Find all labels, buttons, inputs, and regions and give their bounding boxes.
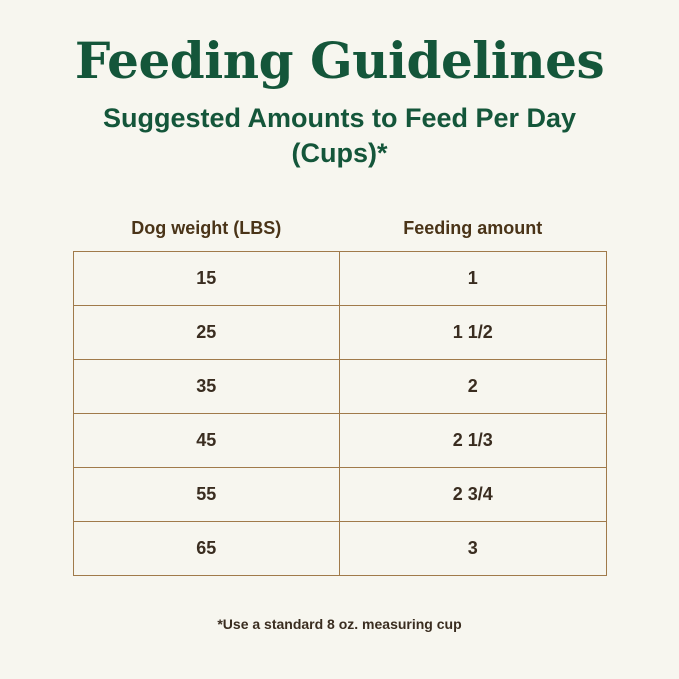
column-header-feeding-amount: Feeding amount bbox=[403, 218, 543, 239]
footnote: *Use a standard 8 oz. measuring cup bbox=[217, 616, 462, 633]
feeding-table-wrapper bbox=[73, 218, 607, 576]
cell-dog-weight: 45 bbox=[73, 414, 340, 468]
page-subtitle: Suggested Amounts to Feed Per Day (Cups)* bbox=[102, 103, 577, 168]
cell-feeding-amount: 1 bbox=[340, 252, 607, 306]
table-row bbox=[73, 360, 606, 414]
table-row bbox=[73, 252, 606, 306]
table-row bbox=[73, 414, 606, 468]
cell-dog-weight: 55 bbox=[73, 468, 340, 522]
table-row bbox=[73, 468, 606, 522]
table-row bbox=[73, 306, 606, 360]
table-header-row bbox=[73, 218, 606, 252]
feeding-table bbox=[73, 218, 607, 576]
column-header-dog-weight: Dog weight (LBS) bbox=[131, 218, 282, 239]
table-row bbox=[73, 522, 606, 576]
cell-feeding-amount: 2 1/3 bbox=[340, 414, 607, 468]
table-head bbox=[73, 218, 606, 252]
cell-feeding-amount: 2 3/4 bbox=[340, 468, 607, 522]
table-body bbox=[73, 252, 606, 576]
cell-feeding-amount: 3 bbox=[340, 522, 607, 576]
cell-feeding-amount: 2 bbox=[340, 360, 607, 414]
cell-dog-weight: 15 bbox=[73, 252, 340, 306]
cell-dog-weight: 25 bbox=[73, 306, 340, 360]
page-title: Feeding Guidelines bbox=[74, 31, 605, 90]
cell-dog-weight: 35 bbox=[73, 360, 340, 414]
cell-feeding-amount: 1 1/2 bbox=[340, 306, 607, 360]
cell-dog-weight: 65 bbox=[73, 522, 340, 576]
